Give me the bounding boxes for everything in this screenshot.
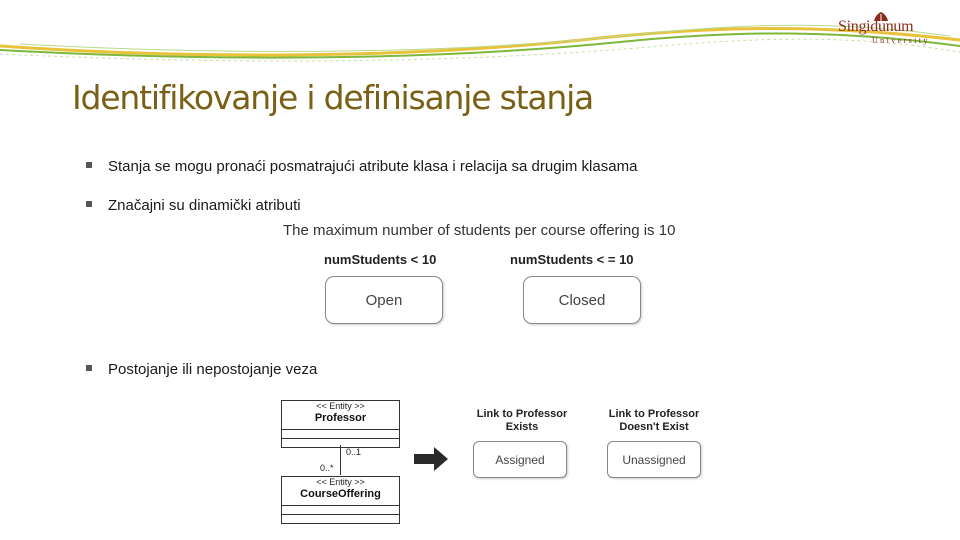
condition-line: Doesn't Exist	[619, 421, 689, 433]
state-unassigned: Unassigned	[607, 441, 701, 478]
header-swoosh-decoration	[0, 0, 960, 80]
class-name: Professor	[314, 412, 367, 424]
bullet-marker-icon	[86, 201, 92, 207]
class-attributes-compartment	[282, 429, 399, 438]
class-stereotype: << Entity >>	[316, 477, 365, 487]
condition-link-not-exists	[599, 408, 709, 434]
university-logo	[838, 12, 930, 45]
class-operations-compartment	[282, 514, 399, 523]
bullet-text: Značajni su dinamički atributi	[108, 197, 301, 214]
logo-subtitle: University	[872, 36, 930, 45]
arrow-right-icon	[414, 447, 448, 471]
state-assigned: Assigned	[473, 441, 567, 478]
condition-line: Link to Professor	[608, 408, 700, 420]
bullet-text: Stanja se mogu pronaći posmatrajući atribute klasa i relacija sa drugim klasama	[108, 158, 638, 175]
figure-caption: The maximum number of students per course offering is 10	[283, 222, 676, 239]
logo-name: Singidunum	[838, 18, 914, 35]
multiplicity-course-offering: 0..*	[320, 463, 334, 473]
multiplicity-professor: 0..1	[346, 447, 362, 457]
guard-condition-closed: numStudents < = 10	[510, 252, 634, 267]
state-closed: Closed	[523, 276, 641, 324]
state-diagram-course-capacity	[275, 218, 695, 330]
class-attributes-compartment	[282, 505, 399, 514]
bullet-marker-icon	[86, 365, 92, 371]
slide-title: Identifikovanje i definisanje stanja	[72, 78, 594, 117]
bullet-marker-icon	[86, 162, 92, 168]
condition-line: Exists	[505, 421, 539, 433]
class-stereotype: << Entity >>	[316, 401, 365, 411]
condition-line: Link to Professor	[476, 408, 568, 420]
class-name: CourseOffering	[300, 488, 381, 500]
guard-condition-open: numStudents < 10	[324, 252, 437, 267]
class-professor	[281, 400, 400, 448]
condition-link-exists	[467, 408, 577, 434]
class-course-offering	[281, 476, 400, 524]
state-open: Open	[325, 276, 443, 324]
bullet-text: Postojanje ili nepostojanje veza	[108, 361, 318, 378]
association-line	[340, 445, 341, 475]
